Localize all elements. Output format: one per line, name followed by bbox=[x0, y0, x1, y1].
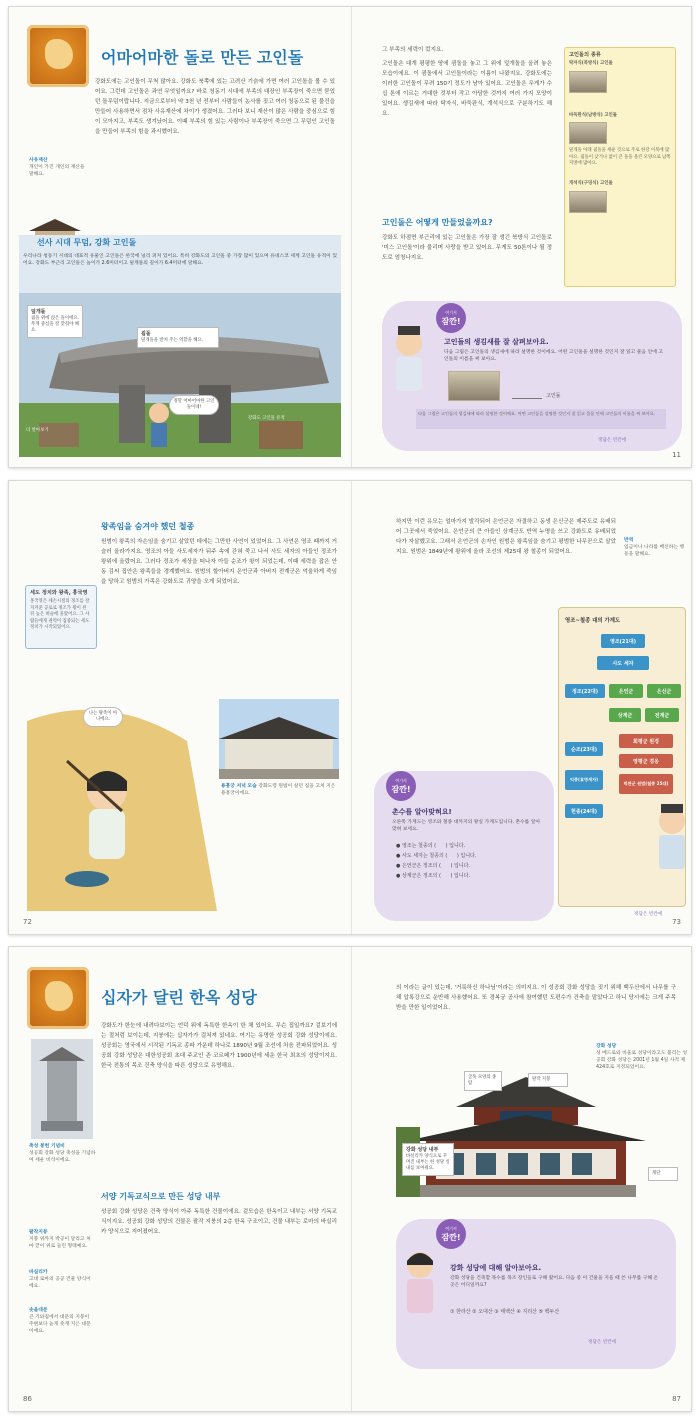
sub-body: 성공회 강화 성당은 건축 양식이 아주 독특한 건물이에요. 겉모습은 한옥이고 내부는 서양 기독교식이지요. 성공회 강화 성당의 건물은 팔작 지붕의 2층 한옥 구조이고, 건물 내부는 로마의 바실리카 양식으로 지어졌어요. bbox=[101, 1209, 337, 1235]
tree-node: 덕완군 원범(철종 25대) bbox=[619, 774, 673, 794]
callout-cover-stone: 덮개돌 굄돌 위에 얹은 돌이에요. 무게 중심을 잘 맞춰야 해요. bbox=[27, 305, 83, 338]
callout-roof: 팔작 지붕 bbox=[528, 1073, 568, 1087]
tree-node: 헌종(24대) bbox=[565, 804, 603, 818]
sidebar-text: 덮개돌 아래 굄돌을 세운 것으로 주로 한강 이북에 많아요. 굄돌이 낮거나 없이 큰 돌을 올린 모양으로 남쪽 지방에 많아요. bbox=[569, 148, 671, 167]
jamkkan-badge: 여기서 잠깐! bbox=[386, 771, 416, 801]
body-paragraph: 하지만 이런 유모는 얼마가지 발각되어 은언군은 자결하고 동생 은신군은 제주도로 유배되어 그곳에서 죽었어요. 은언군의 큰 아들인 상계군도 반역 누명을 쓰고 강화도로 유배되었다가 자살했고요. 그래서 은언군의 손자인 원범은 왕족임을 숨기고 평범한 나무꾼으로 살았지요. 원범은 1849년에 왕위에 올라 조선의 제25대 왕 철종이 되었어요. bbox=[396, 519, 616, 555]
jamkkan-badge: 여기서 잠깐! bbox=[436, 303, 466, 333]
cathedral-photo bbox=[396, 1067, 656, 1197]
answer-hint: 정답은 빈칸에 bbox=[634, 912, 663, 917]
sub-heading: 고인돌은 어떻게 만들었을까요? bbox=[382, 218, 493, 227]
body-paragraph: 원범이 왕족의 자손임을 숨기고 살았던 데에는 그만한 사연이 있었어요. 그 사연은 영조 때까지 거슬러 올라가지요. 영조의 아들 사도세자가 뒤주 속에 갇혀 죽고 나서 사도 세자의 아들인 정조가 왕위에 올랐어요. 그러다 정조가 세상을 떠나자 아들 순조가 왕이 되었는데, 이때 세력을 잡은 안동 김씨 집안은 왕족들을 경계했어요. 원범의 할아버지 은언군과 아버지 전계군은 억울하게 죽임을 당하고 원범의 가족은 강화도로 귀양을 오게 되었어요. bbox=[101, 539, 337, 585]
quiz-text: 강화 성당을 건축할 목수를 목조 장인들로 구해 왔어요. 다음 중 이 건물을 지을 때 쓴 나무를 구해 온 곳은 어디일까요? bbox=[450, 1276, 659, 1288]
callout-interior: 강화 성당 내부 바실리카 양식으로 꾸며진 내부는 한 성당 실내를 보여줘요. bbox=[402, 1143, 454, 1176]
quiz-title: 고인돌의 생김새를 잘 살펴보아요. bbox=[444, 338, 549, 346]
side-note: 솟을대문 큰 기와집에서 대문의 지붕이 주변보다 높게 솟게 지은 대문이에요. bbox=[29, 1308, 91, 1334]
tree-node: 영평군 경응 bbox=[619, 754, 673, 768]
page-number: 73 bbox=[672, 918, 681, 926]
jamkkan-badge: 여기서 잠깐! bbox=[436, 1219, 466, 1249]
spread-dolmen bbox=[8, 6, 692, 468]
memorial-stone-photo bbox=[31, 1039, 93, 1139]
quiz-list bbox=[396, 841, 552, 881]
photo-caption: 강화 성당 성 베드로와 바울로 성당이라고도 불리는 성공회 강화 성당은 2001년 1월 4일 사적 제424호로 지정되었어요. bbox=[596, 1044, 688, 1070]
side-note: 바실리카 고대 로마의 공공 건물 양식이에요. bbox=[29, 1270, 91, 1289]
answer-label: 고인돌 bbox=[546, 393, 561, 399]
tree-node: 회평군 원경 bbox=[619, 734, 673, 748]
page-right bbox=[351, 481, 692, 934]
sidebar-item: 바둑판식(남방식) 고인돌 bbox=[569, 112, 617, 118]
quiz-title: 강화 성당에 대해 알아보아요. bbox=[450, 1264, 542, 1272]
page-left bbox=[9, 7, 351, 467]
dolmen-thumbnail bbox=[448, 371, 500, 401]
quiz-item[interactable]: ● 사도 세자는 철종의 ( ) 입니다. bbox=[396, 853, 477, 859]
answer-blank[interactable] bbox=[512, 391, 542, 399]
quiz-title: 촌수를 알아맞혀요! bbox=[392, 808, 452, 816]
dolmen-section bbox=[19, 235, 341, 457]
body-paragraph: 강화도가 한눈에 내려다보이는 언덕 위에 독특한 한옥이 한 채 있어요. 무슨 집일까요? 겉보기에는 절처럼 보이는데, 지붕에는 십자가가 걸쳐져 있네요. 여기는 유명한 성공회 강화 성당이에요. 성공회는 영국에서 시작된 기독교 종파 가운데 하나로 1890년 9월 조선에 처음 전파되었어요. 성공회 강화 성당은 대한성공회 초대 주교인 존 코르페가 1900년에 세운 한국 최초의 성당이지요. 한국 전통의 목조 건축 양식을 따른 성당으로 유명해요. bbox=[101, 1023, 337, 1069]
tree-node: 상계군 bbox=[609, 708, 641, 722]
body-top: 그 부족의 세력이 컸지요. bbox=[382, 47, 444, 53]
tree-node: 순조(23대) bbox=[565, 742, 603, 756]
page-number: 87 bbox=[672, 1395, 681, 1403]
body-paragraph: 의 이라는 글이 있는데, '거룩하신 하나님'이라는 의미지요. 이 성공회 강화 성당을 짓기 위해 백두산에서 나무를 구해 압록강으로 운반해 사용했어요. 또 경복궁 공사에 참여했던 도편수가 건축을 맡았다고 하니 당시에는 크게 주목받을 만한 일이었어요. bbox=[396, 985, 676, 1011]
page-right bbox=[351, 947, 692, 1411]
body-paragraph: 고인돌은 대개 평평한 땅에 굄돌을 놓고 그 위에 덮개돌을 올려 놓은 모습이에요. 이 굄돌에서 고인돌이라는 이름이 나왔지요. 강화도에는 이러한 고인돌이 무려 150기 정도가 남아 있어요. 고인돌은 무게가 수십 톤에 이르는 거대한 것부터 작고 아담한 것까지 여러 가지 모양이 있어요. 생김새에 따라 탁자식, 바둑판식, 개석식으로 구분하기도 해요. bbox=[382, 61, 552, 117]
spread-cathedral bbox=[8, 946, 692, 1412]
spread-cheoljong bbox=[8, 480, 692, 935]
sub-heading: 왕족임을 숨겨야 했던 철종 bbox=[101, 522, 195, 531]
photo-caption-right: 강화도 고인돌 유적 bbox=[248, 416, 285, 421]
sub-body: 강화도 하점면 부근리에 있는 고인돌은 가장 잘 생긴 북방식 고인돌로 '미스 고인돌'이라 불리며 사랑을 받고 있어요. 무게도 50톤이나 될 정도로 엄청나지요. bbox=[382, 235, 552, 261]
sub-heading: 서양 기독교식으로 만든 성당 내부 bbox=[101, 1192, 221, 1201]
quiz-item[interactable]: ● 은언군은 정조의 ( ) 입니다. bbox=[396, 863, 471, 869]
callout-stairs: 계단 bbox=[648, 1167, 678, 1181]
photo-caption: 용흥궁 저녁 모습 강화도령 원범이 살던 집을 고쳐 지은 용흥궁이에요. bbox=[221, 784, 336, 796]
sedo-sidebar: 세도 정치와 왕족, 홍국영 홍국영은 세손시절의 정조를 잘 지켜준 공로로 정조가 왕이 된 뒤 높은 벼슬에 올랐어요. 그 사람들에게 권력이 집중되는 세도 정치가 시작되었어요. bbox=[25, 585, 97, 649]
answer-hint: 정답은 빈칸에 bbox=[598, 438, 627, 443]
body-paragraph: 강화도에는 고인돌이 무척 많아요. 강화도 북쪽에 있는 고려산 기슭에 가면 여러 고인돌을 볼 수 있어요. 그런데 고인돌은 과연 무엇일까요? 바로 청동기 시대에 부족의 대장인 부족장이 죽으면 묻었던 돌무덤이랍니다. 지금으로부터 약 3천 년 전부터 사람들이 농사를 짓고 여러 청동으로 된 물건을 만들어 사용하면서 점차 사유재산에 차이가 생겼어요. 그러다 보니 재산이 많은 사람을 중심으로 힘이 모아지고, 부족도 생겨났어요. 이때 부족의 힘 있는 사람이나 부족장이 죽으면 그 무덤인 고인돌을 만들어 부족의 힘을 과시했어요. bbox=[95, 79, 335, 135]
tree-node: 익종(효명세자) bbox=[565, 770, 603, 790]
answer-options[interactable]: ① 한라산 ② 오대산 ③ 태백산 ④ 지리산 ⑤ 백두산 bbox=[450, 1309, 560, 1315]
section-title: 선사 시대 무덤, 강화 고인돌 bbox=[37, 238, 137, 247]
yongheunggung-photo bbox=[219, 699, 339, 779]
tree-node: 정조(22대) bbox=[565, 684, 605, 698]
boy-with-stick-illustration bbox=[27, 701, 217, 911]
tree-node: 은언군 bbox=[609, 684, 643, 698]
quiz-item[interactable]: ● 영조는 철종의 ( ) 입니다. bbox=[396, 843, 466, 849]
quiz-text: 오른쪽 가계도는 영조와 철종 대까지의 왕실 가계도입니다. 촌수를 알아맞혀 보세요. bbox=[392, 820, 541, 832]
section-text: 우리나라 청동기 시대의 대표적 유물인 고인돌은 한국에 널리 퍼져 있어요. 특히 강화도의 고인돌 중 가장 많이 있으며 유네스코 세계 고인돌 유적이 있어요. 강화도 부근리 고인돌은 높이가 2.6미터이고 덮개돌의 길이가 6.4미터에 달해요. bbox=[23, 254, 337, 266]
side-note: 사유재산 개인이 가진 개인의 재산을 말해요. bbox=[29, 158, 85, 177]
tree-node: 은신군 bbox=[647, 684, 681, 698]
page-left bbox=[9, 947, 351, 1411]
page-number: 11 bbox=[672, 451, 681, 459]
ganghwa-map-icon bbox=[27, 967, 89, 1029]
tree-node: 전계군 bbox=[645, 708, 679, 722]
scholar-character-illustration bbox=[386, 323, 432, 393]
photo-caption-left: 더 알아보기 bbox=[26, 428, 49, 433]
speech-bubble: 나는 왕족이 아니에요. bbox=[83, 707, 123, 727]
photo-caption: 축성 봉헌 기념비 성공회 강화 성당 축성을 기념하여 세운 비석이에요. bbox=[29, 1144, 96, 1163]
page-title: 어마어마한 돌로 만든 고인돌 bbox=[101, 48, 304, 67]
page-left bbox=[9, 481, 351, 934]
sidebar-item: 탁자식(북방식) 고인돌 bbox=[569, 61, 613, 67]
answer-hint: 정답은 빈칸에 bbox=[588, 1340, 617, 1345]
page-title: 십자가 달린 한옥 성당 bbox=[101, 988, 257, 1007]
tree-node: 사도 세자 bbox=[597, 656, 649, 670]
page-right bbox=[351, 7, 692, 467]
sidebar-item: 개석식(구덩식) 고인돌 bbox=[569, 181, 613, 187]
tree-node: 영조(21대) bbox=[601, 634, 645, 648]
quiz-item[interactable]: ● 상계군은 정조의 ( ) 입니다. bbox=[396, 873, 471, 879]
dolmen-types-sidebar: 고인돌의 종류 탁자식(북방식) 고인돌 바둑판식(남방식) 고인돌 덮개돌 아래 굄돌을 세운 것으로 주로 한강 이북에 많아요. 굄돌이 낮거나 없이 큰 돌을 올린 모양으로 남쪽 지방에 많아요. 개석식(구덩식) 고인돌 bbox=[564, 47, 676, 287]
side-note: 반역 임금이나 나라를 배신하는 행동을 말해요. bbox=[624, 538, 685, 557]
speech-bubble: 정말 어마어마한 고인돌이네! bbox=[169, 395, 219, 415]
tree-title: 영조~철종 대의 가계도 bbox=[565, 618, 621, 624]
page-number: 86 bbox=[23, 1395, 32, 1403]
note-strip: 다음 그림은 고인돌의 생김새에 따라 설명한 것이에요. 어떤 고인돌을 설명한 것인지 잘 읽고 물음 안에 고인돌의 이름을 써 보아요. bbox=[416, 409, 666, 429]
page-number: 72 bbox=[23, 918, 32, 926]
side-note: 팔작지붕 지붕 위까지 박공이 달리고 처마 끝이 위로 들린 형태예요. bbox=[29, 1230, 91, 1249]
callout-bell-tower: 굴뚝 모양의 종탑 bbox=[464, 1071, 502, 1091]
quiz-text: 다음 그림은 고인돌의 생김새에 따라 설명한 것이에요. 어떤 고인돌을 설명한 것인지 잘 읽고 물음 안에 고인돌의 이름을 써 보아요. bbox=[444, 350, 664, 362]
callout-support-stone: 굄돌 덮개돌을 받쳐 주는 역할을 해요. bbox=[137, 327, 219, 348]
girl-character-illustration bbox=[400, 1245, 440, 1315]
thinking-scholar-illustration bbox=[652, 801, 692, 871]
ganghwa-map-icon bbox=[27, 25, 89, 87]
